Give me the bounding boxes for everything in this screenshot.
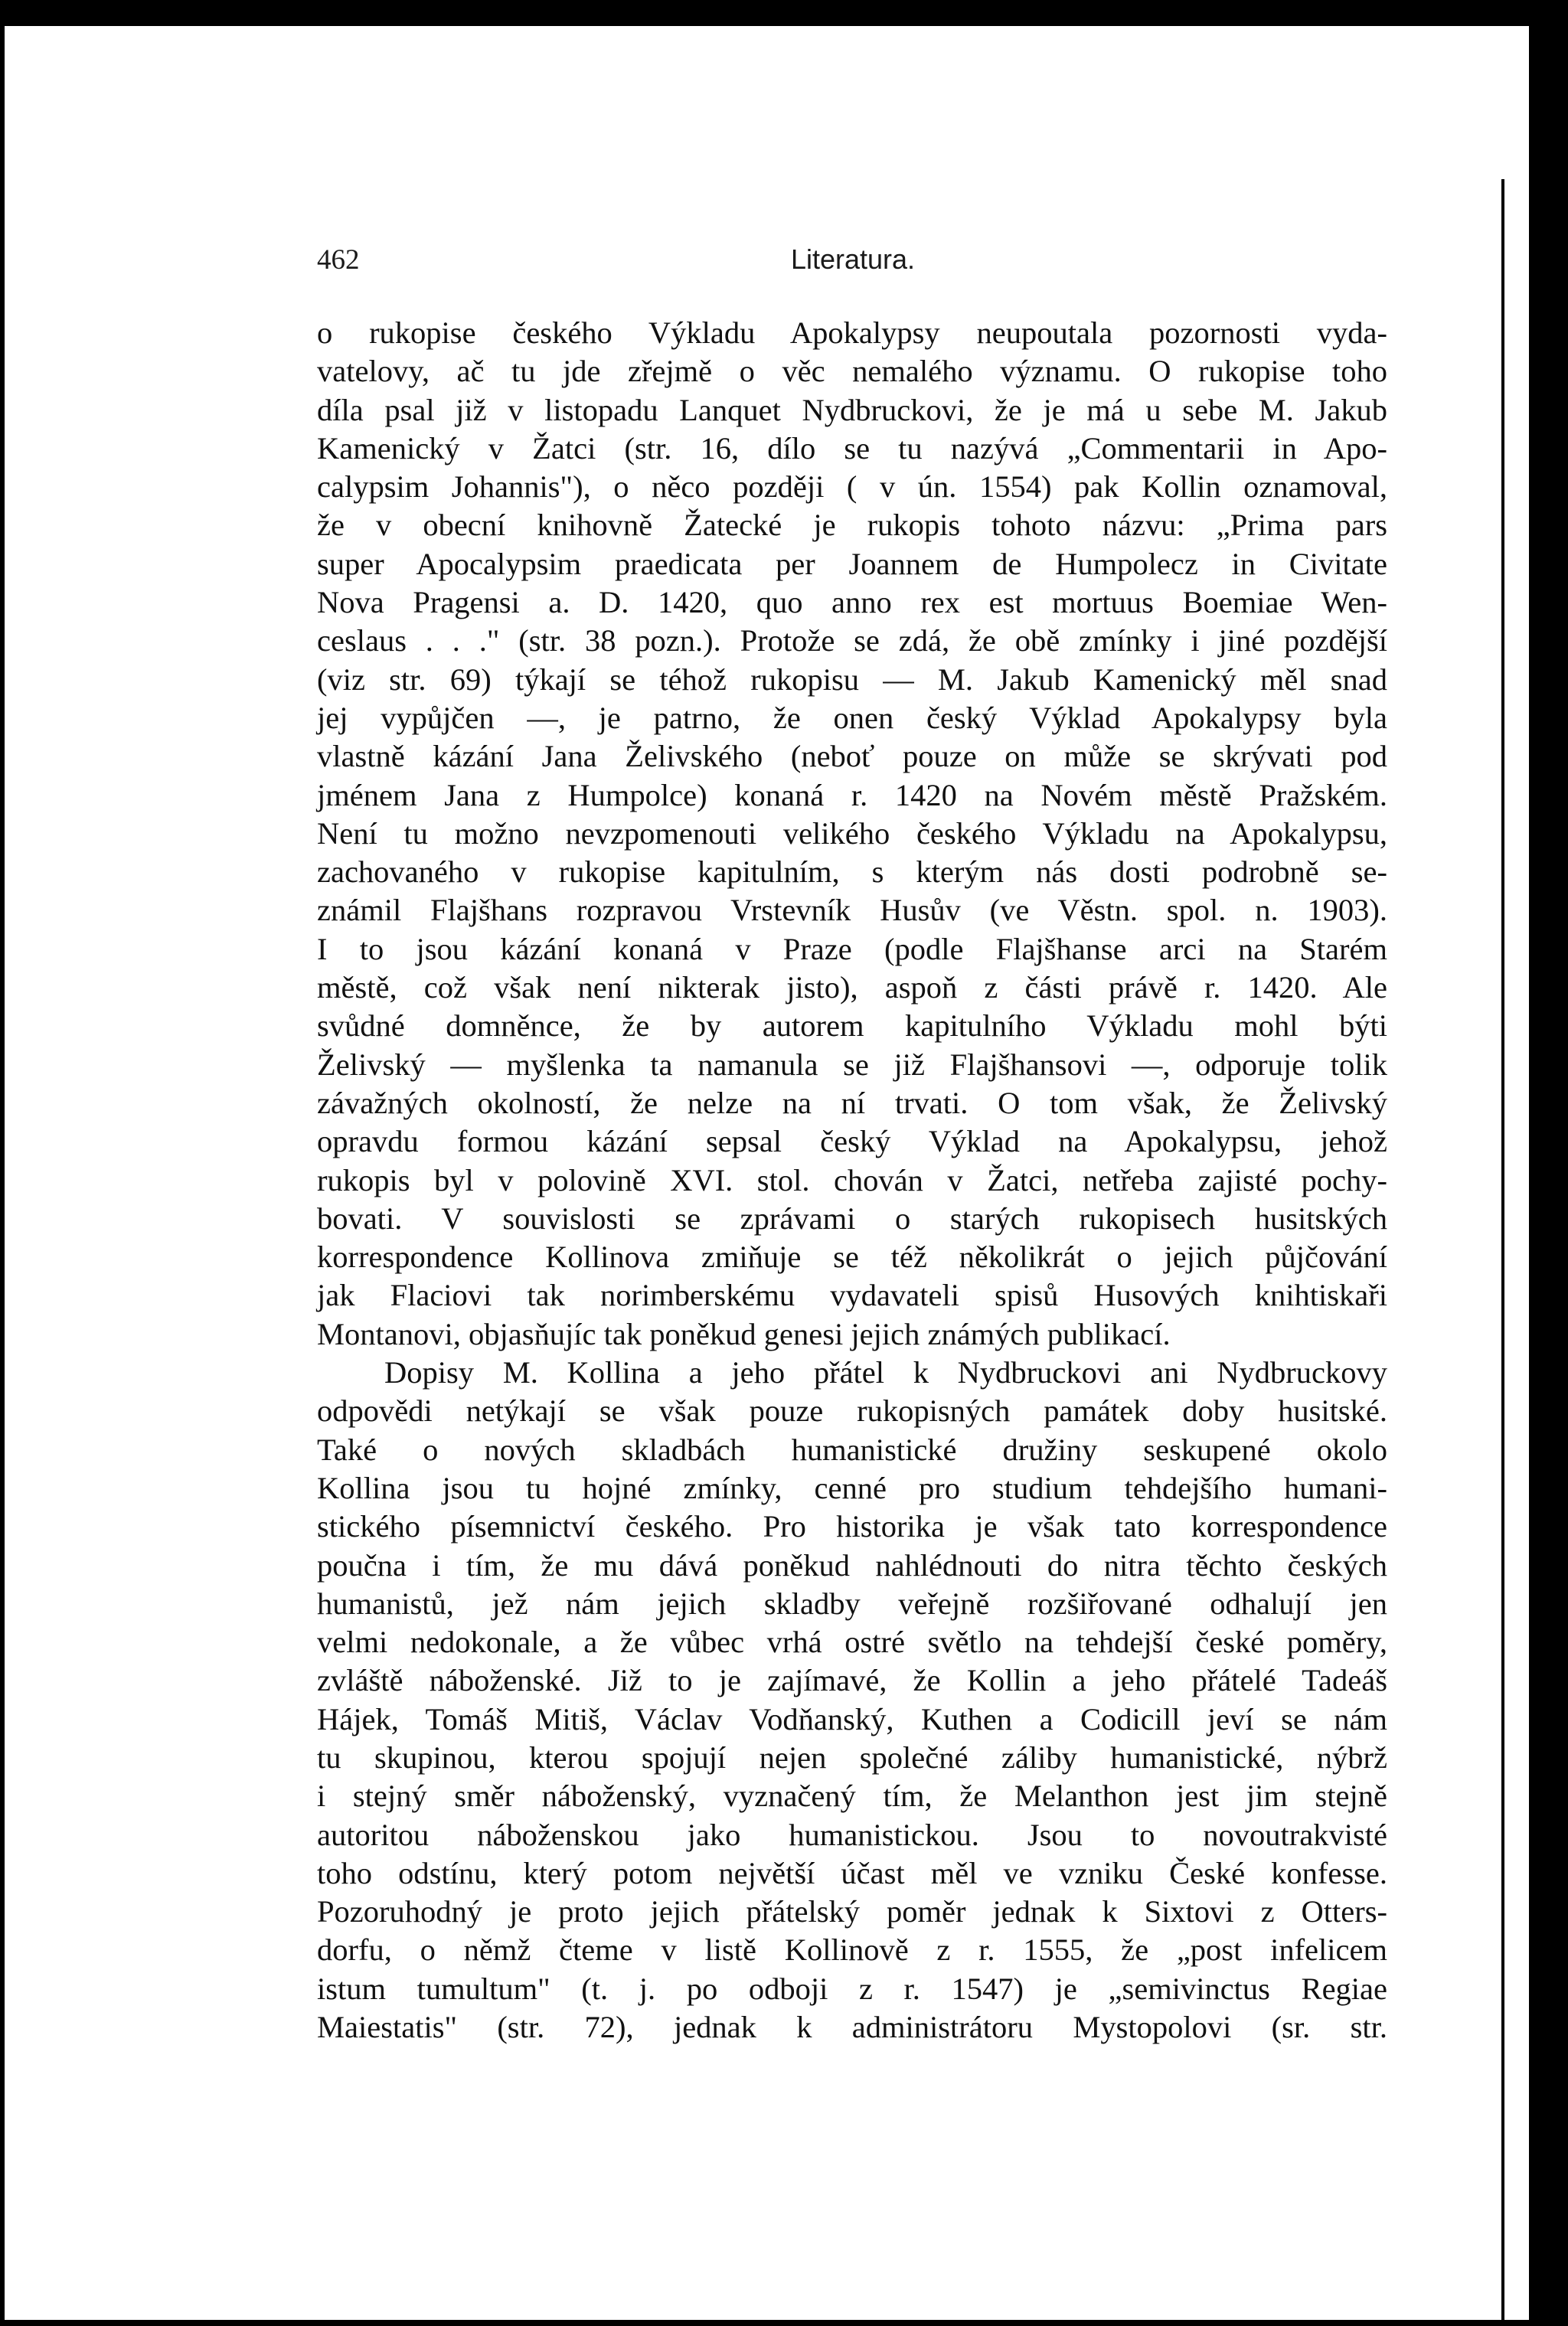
text-line: velmi nedokonale, a že vůbec vrhá ostré světlo na tehdejší české poměry, [317,1625,1387,1660]
text-line: díla psal již v listopadu Lanquet Nydbruckovi, že je má u sebe M. Jakub [317,392,1387,427]
text-line: calypsim Johannis"), o něco později ( v ún. 1554) pak Kollin oznamoval, [317,469,1387,505]
text-line: Montanovi, objasňujíc tak poněkud genesi jejich známých publikací. [317,1316,1171,1351]
text-line: dorfu, o němž čteme v listě Kollinově z r. 1555, že „post infelicem [317,1932,1387,1968]
text-line: Nova Pragensi a. D. 1420, quo anno rex est mortuus Boemiae Wen- [317,585,1387,620]
page-number: 462 [317,244,360,276]
text-line: jak Flaciovi tak norimberskému vydavateli spisů Husových knihtiskaři [317,1278,1387,1313]
text-line: stického písemnictví českého. Pro historika je však tato korrespondence [317,1509,1387,1544]
text-line: i stejný směr náboženský, vyznačený tím, že Melanthon jest jim stejně [317,1779,1387,1814]
text-line: tu skupinou, kterou spojují nejen společné záliby humanistické, nýbrž [317,1740,1387,1775]
scan-edge-line [1501,179,1504,2320]
text-line: Dopisy M. Kollina a jeho přátel k Nydbruckovi ani Nydbruckovy [384,1355,1387,1390]
text-line: (viz str. 69) týkají se téhož rukopisu — M. Jakub Kamenický měl snad [317,662,1387,697]
running-title: Literatura. [790,243,916,275]
text-line: o rukopise českého Výkladu Apokalypsy neupoutala pozornosti vyda- [317,315,1387,350]
text-line: opravdu formou kázání sepsal český Výklad na Apokalypsu, jehož [317,1124,1387,1159]
body-text [317,314,1387,2047]
text-line: městě, což však není nikterak jisto), aspoň z části právě r. 1420. Ale [317,970,1387,1005]
text-line: zachovaného v rukopise kapitulním, s kterým nás dosti podrobně se- [317,854,1387,890]
text-line: Kamenický v Žatci (str. 16, dílo se tu nazývá „Commentarii in Apo- [317,430,1387,466]
text-line: Pozoruhodný je proto jejich přátelský poměr jednak k Sixtovi z Otters- [317,1894,1387,1929]
text-line: vatelovy, ač tu jde zřejmě o věc nemalého významu. O rukopise toho [317,354,1387,389]
text-line: Kollina jsou tu hojné zmínky, cenné pro studium tehdejšího humani- [317,1470,1387,1505]
text-line: svůdné domněnce, že by autorem kapitulního Výkladu mohl býti [317,1008,1387,1044]
text-line: Není tu možno nevzpomenouti velikého českého Výkladu na Apokalypsu, [317,815,1387,851]
text-line: závažných okolností, že nelze na ní trvati. O tom však, že Želivský [317,1085,1387,1120]
text-line: Želivský — myšlenka ta namanula se již Flajšhansovi —, odporuje tolik [317,1047,1387,1082]
text-line: super Apocalypsim praedicata per Joannem de Humpolecz in Civitate [317,546,1387,581]
text-line: rukopis byl v polovině XVI. stol. chován v Žatci, netřeba zajisté pochy- [317,1162,1387,1197]
text-line: že v obecní knihovně Žatecké je rukopis tohoto názvu: „Prima pars [317,508,1387,543]
text-line: humanistů, jež nám jejich skladby veřejně rozšiřované odhalují jen [317,1586,1387,1621]
text-line: poučna i tím, že mu dává poněkud nahlédnouti do nitra těchto českých [317,1547,1387,1583]
text-line: Hájek, Tomáš Mitiš, Václav Vodňanský, Kuthen a Codicill jeví se nám [317,1701,1387,1736]
text-line: Maiestatis" (str. 72), jednak k administrátoru Mystopolovi (sr. str. [317,2010,1387,2045]
text-line: jej vypůjčen —, je patrno, že onen český Výklad Apokalypsy byla [317,700,1387,735]
text-line: ceslaus . . ." (str. 38 pozn.). Protože se zdá, že obě zmínky i jiné pozdější [317,623,1387,658]
text-line: I to jsou kázání konaná v Praze (podle Flajšhanse arci na Starém [317,931,1387,966]
text-line: Také o nových skladbách humanistické družiny seskupené okolo [317,1432,1387,1467]
page-header [317,243,1389,282]
scan-edge [1529,26,1541,2320]
text-line: korrespondence Kollinova zmiňuje se též několikrát o jejich půjčování [317,1240,1387,1275]
text-line: istum tumultum" (t. j. po odboji z r. 1547) je „semivinctus Regiae [317,1971,1387,2006]
text-line: toho odstínu, který potom největší účast měl ve vzniku České konfesse. [317,1855,1387,1890]
text-line: jménem Jana z Humpolce) konaná r. 1420 na Novém městě Pražském. [317,777,1387,812]
text-line: bovati. V souvislosti se zprávami o starých rukopisech husitských [317,1201,1387,1236]
text-line: odpovědi netýkají se však pouze rukopisných památek doby husitské. [317,1393,1387,1429]
text-line: známil Flajšhans rozpravou Vrstevník Husův (ve Věstn. spol. n. 1903). [317,893,1387,928]
text-line: vlastně kázání Jana Želivského (neboť pouze on může se skrývati pod [317,739,1387,774]
text-line: zvláště náboženské. Již to je zajímavé, že Kollin a jeho přátelé Tadeáš [317,1663,1387,1698]
text-line: autoritou náboženskou jako humanistickou. Jsou to novoutrakvisté [317,1817,1387,1852]
